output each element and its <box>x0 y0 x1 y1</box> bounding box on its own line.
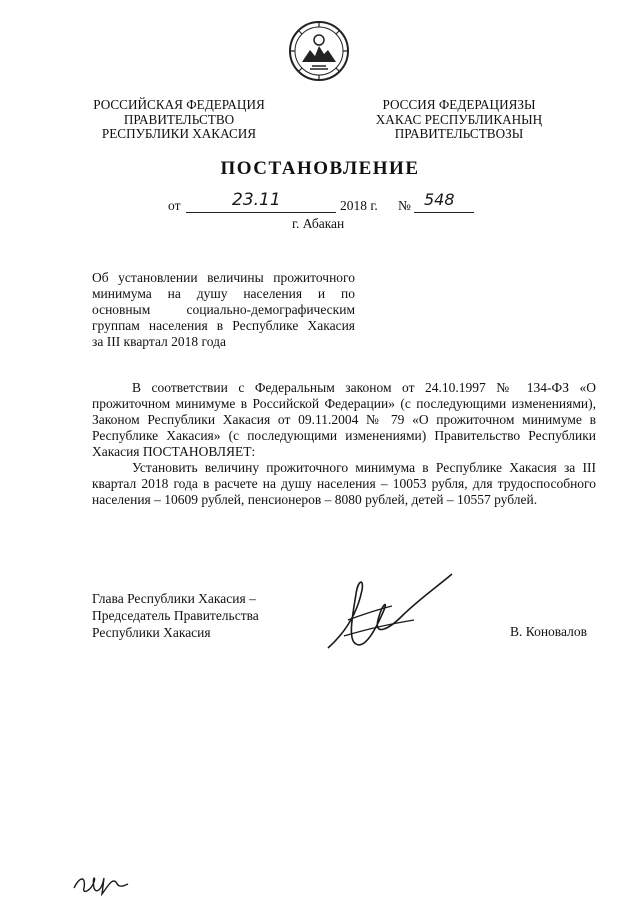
document-title: ПОСТАНОВЛЕНИЕ <box>220 158 420 179</box>
date-underline <box>186 212 336 213</box>
handwritten-number: 548 <box>424 190 455 209</box>
header-right-line: ПРАВИТЕЛЬСТВОЗЫ <box>394 126 524 141</box>
header-right <box>352 98 566 142</box>
handwritten-date: 23.11 <box>232 190 281 210</box>
header-left-line: РОССИЙСКАЯ ФЕДЕРАЦИЯ <box>93 97 265 112</box>
handwritten-mark <box>72 868 132 896</box>
coat-of-arms-icon <box>288 20 350 82</box>
header-left-line: ПРАВИТЕЛЬСТВО <box>123 111 235 127</box>
handwritten-signature <box>318 570 458 660</box>
subject-line: Об установлении величины прожиточного <box>92 270 355 285</box>
header-left <box>72 98 286 142</box>
signatory-position <box>92 590 259 641</box>
number-prefix: № <box>398 198 411 213</box>
subject-line: за III квартал 2018 года <box>92 334 226 349</box>
year-text: 2018 г. <box>340 198 378 213</box>
subject-line: минимума на душу населения и по <box>92 286 355 301</box>
subject-line: основным социально-демографическим <box>92 302 355 317</box>
number-underline <box>414 212 474 213</box>
date-number-line <box>0 190 640 218</box>
signatory-name: В. Коновалов <box>510 624 587 639</box>
position-line: Глава Республики Хакасия – <box>92 591 256 606</box>
header-right-line: ХАКАС РЕСПУБЛИКАНЫҢ <box>375 111 543 127</box>
header-left-line: РЕСПУБЛИКИ ХАКАСИЯ <box>101 126 257 141</box>
city-text: г. Абакан <box>292 216 345 231</box>
header-right-line: РОССИЯ ФЕДЕРАЦИЯЗЫ <box>382 97 536 112</box>
subject-line: группам населения в Республике Хакасия <box>92 318 355 333</box>
position-line: Председатель Правительства <box>92 608 259 623</box>
body-paragraph: В соответствии с Федеральным законом от 24.10.1997 № 134-ФЗ «О прожиточном минимуме в Российской Федерации» (с последующими изменениями), Законом Республики Хакасия от 09.11.2004 № 79 «О прожиточном минимуме в Республике Хакасия» (с последующими изменениями) Правительство Республики Хакасия ПОСТАНОВЛЯЕТ: <box>92 380 596 459</box>
body-paragraph: Установить величину прожиточного минимума в Республике Хакасия за III квартал 2018 года в расчете на душу населения – 10053 рубля, для трудоспособного населения – 10609 рублей, пенсионеров – 8080 рублей, детей – 10557 рублей. <box>92 460 596 507</box>
date-prefix: от <box>168 198 181 213</box>
subject-block <box>92 270 355 350</box>
position-line: Республики Хакасия <box>92 625 211 640</box>
body-text <box>92 380 596 508</box>
